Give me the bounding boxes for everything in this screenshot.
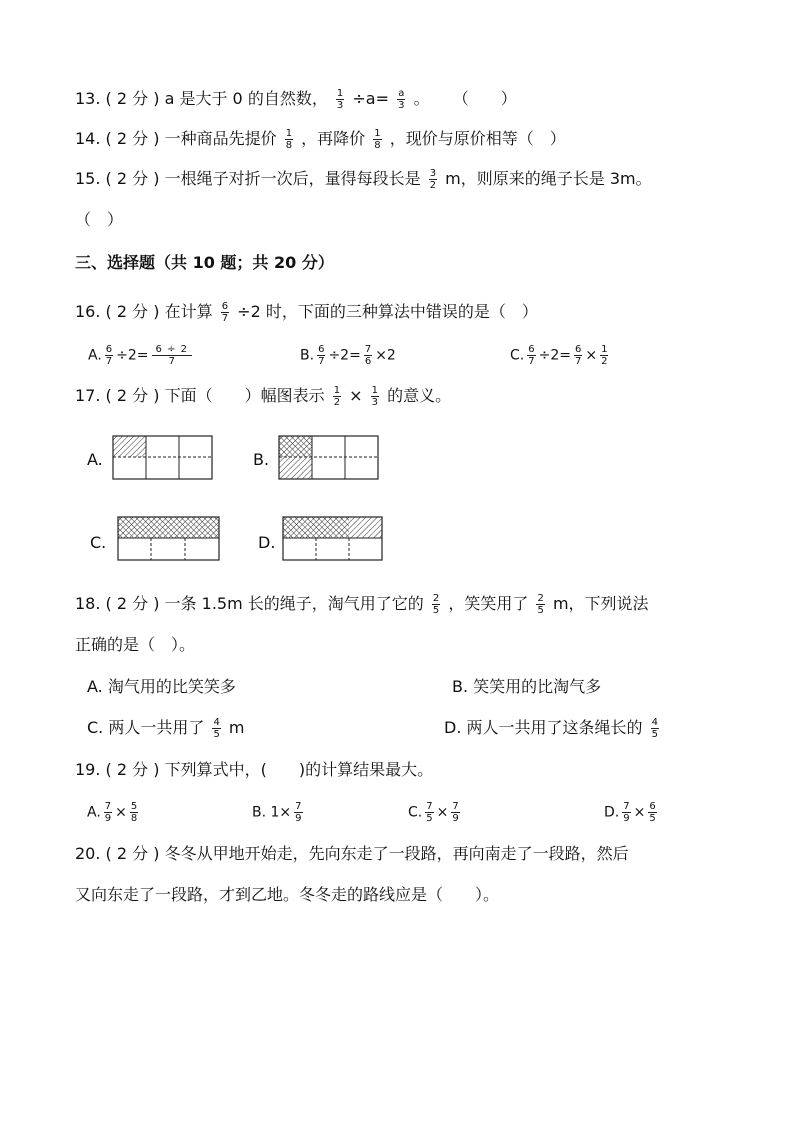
question-number: 19. <box>75 760 101 779</box>
question-number: 17. <box>75 386 101 405</box>
option-c[interactable] <box>510 344 611 367</box>
operator: ÷2= <box>538 347 571 364</box>
option-b[interactable]: B. 笑笑用的比淘气多 <box>452 677 602 696</box>
question-number: 14. <box>75 129 101 148</box>
question-number: 15. <box>75 169 101 188</box>
option-a-label[interactable]: A. <box>87 450 103 469</box>
option-a[interactable] <box>88 344 195 367</box>
operator: ÷2= <box>116 347 149 364</box>
question-score: ( 2 分 ) <box>105 760 160 779</box>
fraction: $\frac{7}{9}$ <box>452 801 459 824</box>
operator: ÷2= <box>328 347 361 364</box>
option-text: m <box>228 718 245 737</box>
operator: ÷a= <box>352 89 390 108</box>
question-text: ，现价与原价相等（ ） <box>389 129 566 148</box>
shaded-region <box>113 436 146 457</box>
section-title: 三、选择题（共 10 题；共 20 分） <box>75 253 334 272</box>
option-c[interactable] <box>87 717 245 740</box>
question-19 <box>75 760 433 780</box>
question-score: ( 2 分 ) <box>105 129 160 148</box>
question-text: ，笑笑用了 <box>448 594 529 613</box>
fraction: $\frac{6 \div 2}{7}$ <box>152 344 192 367</box>
option-text: C. 两人一共用了 <box>87 718 205 737</box>
question-score: ( 2 分 ) <box>105 844 160 863</box>
question-15 <box>75 168 652 191</box>
option-c[interactable] <box>408 801 463 824</box>
fraction: $\frac{1}{2}$ <box>333 385 341 408</box>
question-text: 的意义。 <box>387 386 452 405</box>
question-text: 一种商品先提价 <box>164 129 277 148</box>
question-text: m，下列说法 <box>552 594 649 613</box>
operator: × <box>349 386 363 405</box>
option-b[interactable] <box>252 801 306 824</box>
question-text: 。 <box>413 89 430 108</box>
option-label: D. <box>604 804 620 821</box>
question-text: m，则原来的绳子长是 3m。 <box>445 169 652 188</box>
figure-b[interactable] <box>278 435 380 481</box>
operator: × <box>115 804 127 821</box>
fraction: $\frac{5}{8}$ <box>130 801 138 824</box>
operator: ×2 <box>375 347 396 364</box>
fraction: $\frac{7}{9}$ <box>295 801 302 824</box>
question-text: 一根绳子对折一次后，量得每段长是 <box>164 169 421 188</box>
question-13 <box>75 88 517 111</box>
question-text: 又向东走了一段路，才到乙地。冬冬走的路线应是（ ）。 <box>75 885 500 904</box>
fraction: $\frac{6}{5}$ <box>649 801 656 824</box>
shaded-region <box>118 517 219 538</box>
fraction: $\frac{1}{2}$ <box>601 344 608 367</box>
question-number: 20. <box>75 844 101 863</box>
fraction: $\frac{4}{5}$ <box>213 717 220 740</box>
question-text: ，再降价 <box>301 129 366 148</box>
question-score: ( 2 分 ) <box>105 594 160 613</box>
fraction: $\frac{3}{2}$ <box>429 168 437 191</box>
figure-c[interactable] <box>117 516 221 562</box>
question-17 <box>75 385 451 408</box>
fraction: $\frac{2}{5}$ <box>537 593 544 616</box>
question-text: 在计算 <box>164 302 213 321</box>
option-text: D. 两人一共用了这条绳长的 <box>444 718 643 737</box>
shaded-region <box>279 436 312 457</box>
option-label: C. <box>510 347 525 364</box>
fraction: $\frac{7}{5}$ <box>426 801 433 824</box>
figure-d[interactable] <box>282 516 384 562</box>
fraction: $\frac{6}{7}$ <box>105 344 113 367</box>
fraction: $\frac{1}{8}$ <box>285 128 293 151</box>
question-score: ( 2 分 ) <box>105 89 160 108</box>
option-d-label[interactable]: D. <box>258 533 276 552</box>
question-number: 16. <box>75 302 101 321</box>
question-text: 冬冬从甲地开始走，先向东走了一段路，再向南走了一段路，然后 <box>164 844 629 863</box>
fraction: $\frac{6}{7}$ <box>318 344 325 367</box>
operator: × <box>633 804 646 821</box>
option-label: C. <box>408 804 423 821</box>
option-label: A. <box>87 804 101 821</box>
question-score: ( 2 分 ) <box>105 302 160 321</box>
question-text: 下列算式中，( )的计算结果最大。 <box>164 760 434 779</box>
fraction: $\frac{7}{9}$ <box>104 801 112 824</box>
question-text: 一条 1.5m 长的绳子，淘气用了它的 <box>164 594 424 613</box>
operator: × <box>436 804 449 821</box>
fraction: $\frac{6}{7}$ <box>528 344 535 367</box>
figure-a[interactable] <box>112 435 214 481</box>
option-d[interactable] <box>444 717 662 740</box>
fraction: $\frac{1}{8}$ <box>374 128 381 151</box>
question-text: 正确的是（ ）。 <box>75 635 196 654</box>
question-number: 18. <box>75 594 101 613</box>
shaded-region <box>283 517 349 538</box>
fraction: $\frac{6}{7}$ <box>221 301 229 324</box>
fraction: $\frac{1}{3}$ <box>371 385 379 408</box>
question-score: ( 2 分 ) <box>105 386 160 405</box>
operator: × <box>585 347 598 364</box>
answer-blank[interactable]: （ ） <box>75 210 124 229</box>
option-d[interactable] <box>604 801 660 824</box>
option-b[interactable] <box>300 344 396 367</box>
option-b-label[interactable]: B. <box>253 450 270 469</box>
question-score: ( 2 分 ) <box>105 169 160 188</box>
question-20 <box>75 844 629 864</box>
question-text: ÷2 时，下面的三种算法中错误的是（ ） <box>237 302 538 321</box>
fraction: $\frac{1}{3}$ <box>336 88 344 111</box>
option-label: A. <box>88 347 102 364</box>
fraction: $\frac{6}{7}$ <box>574 344 582 367</box>
option-a[interactable]: A. 淘气用的比笑笑多 <box>87 677 236 696</box>
question-18 <box>75 593 649 616</box>
answer-blank[interactable]: （ ） <box>452 89 517 108</box>
fraction: $\frac{7}{6}$ <box>364 344 372 367</box>
fraction: $\frac{7}{9}$ <box>623 801 630 824</box>
question-16 <box>75 301 538 324</box>
fraction: $\frac{2}{5}$ <box>432 593 440 616</box>
option-label: B. <box>300 347 315 364</box>
option-c-label[interactable]: C. <box>90 533 107 552</box>
question-text: a 是大于 0 的自然数， <box>164 89 328 108</box>
question-14 <box>75 128 566 151</box>
option-label: B. 1× <box>252 804 292 821</box>
fraction: $\frac{a}{3}$ <box>398 88 405 111</box>
question-number: 13. <box>75 89 101 108</box>
question-text: 下面（ ）幅图表示 <box>164 386 325 405</box>
fraction: $\frac{4}{5}$ <box>651 717 658 740</box>
option-a[interactable] <box>87 801 141 824</box>
